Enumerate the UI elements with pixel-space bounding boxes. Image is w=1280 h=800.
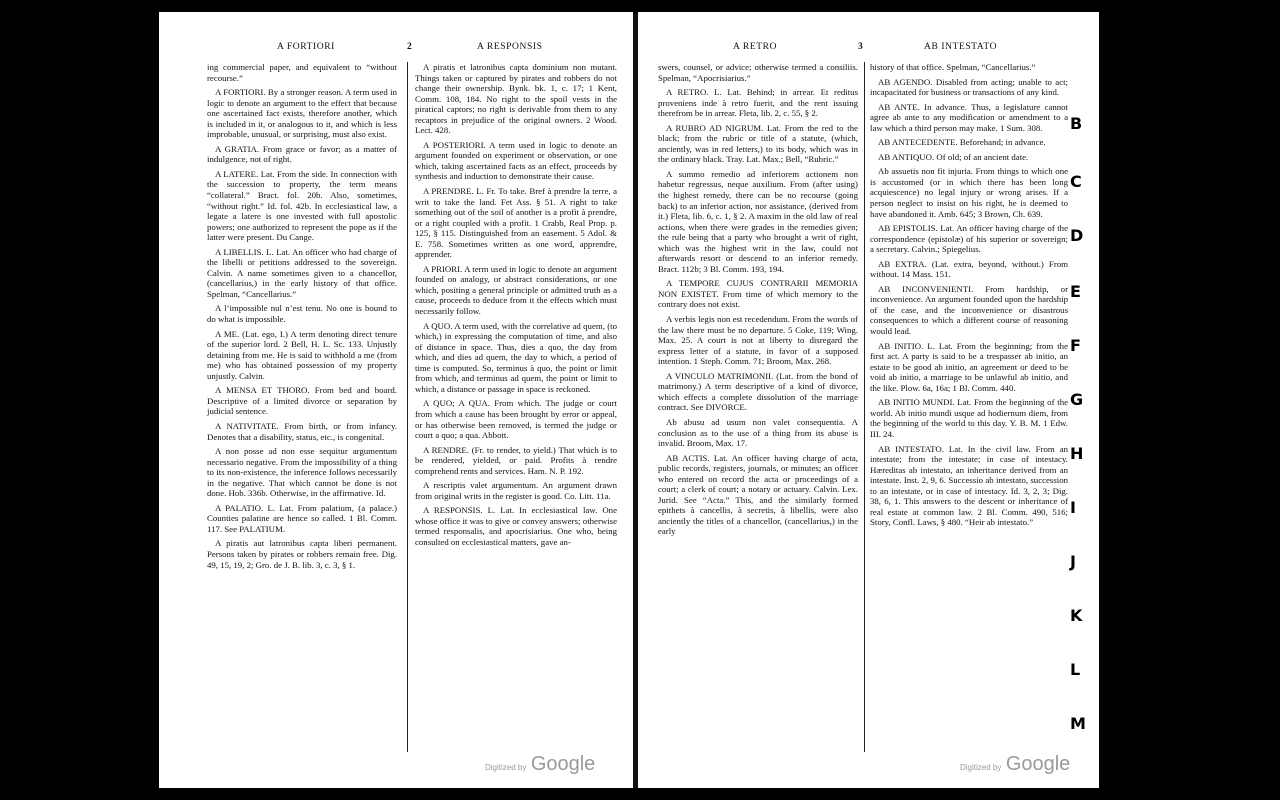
entry: A FORTIORI. By a stronger reason. A term used in logic to denote an argument to the effect that because one ascertained fact exists, therefore another, which is included in it, or analogous to it, and which is less improbable, unusual, or surprising, must also exist.	[207, 87, 397, 140]
thumb-index-letter: M	[1070, 714, 1086, 733]
text-column-1	[658, 62, 858, 541]
entry: swers, counsel, or advice; otherwise termed a consiliis. Spelman, “Apocrisiarius.”	[658, 62, 858, 83]
entry: A POSTERIORI. A term used in logic to denote an argument founded on experiment or observation, or one which, taking ascertained facts as an effect, proceeds by synthesis and induction to demonstrate their cause.	[415, 139, 617, 182]
left-book-page	[159, 12, 633, 788]
entry: A verbis legis non est recedendum. From the words of the law there must be no departure. 5 Coke, 119; Wing. Max. 25. A court is not at liberty to disregard the express letter of a statute, in favor of a supposed intention. 1 Steph. Comm. 71; Broom, Max. 268.	[658, 314, 858, 367]
right-book-page	[638, 12, 1099, 788]
column-rule	[407, 62, 408, 752]
entry: AB INTESTATO. Lat. In the civil law. From an intestate; from the intestate; in case of intestacy. Hæreditas ab intestato, an inheritance derived from an intestate. Inst. 2, 9, 6. Successio ab intestato, succession to an intestate, or in case of intestacy. Id. 3, 2, 3; Dig. 38, 6, 1. This answers to the descent or inheritance of real estate at common law. 2 Bl. Comm. 490, 516; Story, Confl. Laws, § 480. “Heir ab intestato.”	[870, 443, 1068, 528]
entry: A piratis aut latronibus capta liberi permanent. Persons taken by pirates or robbers remain free. Dig. 49, 15, 19, 2; Gro. de J. B. lib. 3, c. 3, § 1.	[207, 538, 397, 570]
entry: A summo remedio ad inferiorem actionem non habetur regressus, neque auxilium. From (after using) the highest remedy, there can be no recourse (going back) to an inferior action, nor assistance, (derived from it.) Fleta, lib. 6, c. 1, § 2. A maxim in the old law of real actions, when there were grades in the remedies given; the rule being that a party who brought a writ of right, which was the highest writ in the law, could not afterwards resort or descend to an inferior remedy. Bract. 112b; 3 Bl. Comm. 193, 194.	[658, 168, 858, 274]
thumb-index-letter: K	[1070, 606, 1083, 625]
running-head-left: A FORTIORI	[277, 42, 335, 52]
entry: A RESPONSIS. L. Lat. In ecclesiastical law. One whose office it was to give or convey answers; otherwise termed responsalis, and apocrisiarius. One who, being consulted on ecclesiastical matters, gave an-	[415, 505, 617, 547]
entry: A PALATIO. L. Lat. From palatium, (a palace.) Counties palatine are hence so called. 1 Bl. Comm. 117. See PALATIUM.	[207, 502, 397, 534]
entry: A GRATIA. From grace or favor; as a matter of indulgence, not of right.	[207, 143, 397, 165]
entry: A RENDRE. (Fr. to render, to yield.) That which is to be rendered, yielded, or paid. Profits à rendre comprehend rents and services. Ham. N. P. 192.	[415, 444, 617, 476]
entry: AB ACTIS. Lat. An officer having charge of acta, public records, registers, journals, or minutes; an officer who entered on record the acta or proceedings of a court; a clerk of court; a notary or actuary. Calvin. Lex. Jurid. See “Acta.” This, and the similarly formed epithets à cancellis, à secretis, à libellis, were also anciently the titles of a chancellor, (cancellarius,) in the early	[658, 452, 858, 537]
entry: A NATIVITATE. From birth, or from infancy. Denotes that a disability, status, etc., is congenital.	[207, 420, 397, 442]
entry: AB AGENDO. Disabled from acting; unable to act; incapacitated for business or transactions of any kind.	[870, 76, 1068, 98]
thumb-index-letter: L	[1070, 660, 1081, 679]
entry: A RUBRO AD NIGRUM. Lat. From the red to the black; from the rubric or title of a statute, (which, anciently, was in red letters,) to its body, which was in the ordinary black. Tray. Lat. Max.; Bell, “Rubric.”	[658, 122, 858, 165]
running-head-right: A RESPONSIS	[477, 42, 543, 52]
entry: AB ANTECEDENTE. Beforehand; in advance.	[878, 137, 1046, 148]
entry: A MENSA ET THORO. From bed and board. Descriptive of a limited divorce or separation by judicial sentence.	[207, 385, 397, 417]
entry: A PRENDRE. L. Fr. To take. Bref à prendre la terre, a writ to take the land. Fet Ass. § 51. A right to take something out of the soil of another is a profit à prendre, or a right coupled with a profit. 1 Crabb, Real Prop. p. 125, § 115. Distinguished from an easement. 5 Adol. & E. 758. Sometimes written as one word, apprendre, apprender.	[415, 186, 617, 260]
page-number: 2	[407, 42, 413, 52]
entry: AB EPISTOLIS. Lat. An officer having charge of the correspondence (epistolæ) of his superior or sovereign; a secretary. Calvin.; Spiegelius.	[870, 223, 1068, 255]
google-watermark	[485, 753, 595, 776]
entry: ing commercial paper, and equivalent to “without recourse.”	[207, 62, 397, 83]
thumb-index-letter: F	[1070, 336, 1081, 355]
watermark-small: Digitized by	[960, 763, 1002, 772]
entry: AB INITIO MUNDI. Lat. From the beginning of the world. Ab initio mundi usque ad hodiernum diem, from the beginning of the world to this day. Y. B. M. 1 Edw. III. 24.	[870, 397, 1068, 439]
entry: A VINCULO MATRIMONII. (Lat. from the bond of matrimony.) A term descriptive of a kind of divorce, which effects a complete dissolution of the marriage contract. See DIVORCE.	[658, 370, 858, 413]
watermark-logo: Google	[1005, 753, 1071, 775]
watermark-small: Digitized by	[485, 763, 527, 772]
watermark-logo: Google	[530, 753, 596, 775]
entry: A non posse ad non esse sequitur argumentum necessario negative. From the impossibility of a thing to its non-existence, the inference follows necessarily in the negative. That which cannot be done is not done. Hob. 336b. Otherwise, in the affirmative. Id.	[207, 446, 397, 499]
entry: A RETRO. L. Lat. Behind; in arrear. Et reditus proveniens inde à retro fuerit, and the rent issuing therefrom be in arrear. Fleta, lib. 2, c. 55, § 2.	[658, 87, 858, 119]
thumb-index-letter: I	[1070, 498, 1076, 517]
column-rule	[864, 62, 865, 752]
text-column-1	[207, 62, 397, 574]
entry: history of that office. Spelman, “Cancellarius.”	[870, 62, 1036, 72]
entry: AB ANTIQUO. Of old; of an ancient date.	[878, 151, 1029, 162]
entry: AB INCONVENIENTI. From hardship, or inconvenience. An argument founded upon the hardship of the case, and the inconvenience or disastrous consequences to which a different course of reasoning would lead.	[870, 283, 1068, 337]
entry: A LATERE. Lat. From the side. In connection with the succession to property, the term means “collateral.” Bract. fol. 20b. Also, sometimes, “without right.” Id. fol. 42b. In ecclesiastical law, a legate a latere is one invested with full apostolic powers; one authorized to represent the pope as if the latter were present. Du Cange.	[207, 168, 397, 243]
entry: A TEMPORE CUJUS CONTRARII MEMORIA NON EXISTET. From time of which memory to the contrary does not exist.	[658, 278, 858, 310]
entry: AB ANTE. In advance. Thus, a legislature cannot agree ab ante to any modification or amendment to a law which a third person may make. 1 Sum. 308.	[870, 101, 1068, 133]
page-number: 3	[858, 42, 864, 52]
thumb-index-letter: J	[1070, 552, 1076, 571]
google-watermark	[960, 753, 1070, 776]
thumb-index-letter: G	[1070, 390, 1084, 409]
thumb-index-letter: B	[1070, 114, 1083, 133]
entry: A PRIORI. A term used in logic to denote an argument founded on analogy, or abstract considerations, or one which, positing a general principle or admitted truth as a cause, proceeds to deduce from it the effects which must necessarily follow.	[415, 263, 617, 317]
thumb-index-letter: E	[1070, 282, 1081, 301]
thumb-index-letter: D	[1070, 226, 1084, 245]
text-column-2	[415, 62, 617, 552]
entry: A piratis et latronibus capta dominium non mutant. Things taken or captured by pirates and robbers do not change their ownership. Bynk. bk. 1, c. 17; 1 Kent, Comm. 108, 184. No right to the spoil vests in the piratical captors; no right is derivable from them to any recaptors in prejudice of the original owners. 2 Wood. Lect. 428.	[415, 62, 617, 136]
entry: A LIBELLIS. L. Lat. An officer who had charge of the libelli or petitions addressed to the sovereign. Calvin. A name sometimes given to a chancellor, (cancellarius,) in the early history of that office. Spelman, “Cancellarius.”	[207, 246, 397, 299]
entry: AB INITIO. L. Lat. From the beginning; from the first act. A party is said to be a trespasser ab initio, an estate to be good ab initio, an agreement or deed to be void ab initio, a marriage to be unlawful ab initio, and the like. Plow. 6a, 16a; 1 Bl. Comm. 440.	[870, 340, 1068, 393]
entry: Ab assuetis non fit injuria. From things to which one is accustomed (or in which there has been long acquiescence) no legal injury or wrong arises. If a person neglect to insist on his right, he is deemed to have abandoned it. Amb. 645; 3 Brown, Ch. 639.	[870, 166, 1068, 219]
entry: A QUO; A QUA. From which. The judge or court from which a cause has been brought by error or appeal, or has otherwise been removed, is termed the judge or court a quo; a qua. Abbott.	[415, 398, 617, 441]
entry: A rescriptis valet argumentum. An argument drawn from original writs in the register is good. Co. Litt. 11a.	[415, 480, 617, 501]
entry: AB EXTRA. (Lat. extra, beyond, without.) From without. 14 Mass. 151.	[870, 258, 1068, 280]
text-column-2	[870, 62, 1068, 532]
running-head-left: A RETRO	[733, 42, 778, 52]
running-head-right: AB INTESTATO	[924, 42, 998, 52]
entry: Ab abusu ad usum non valet consequentia. A conclusion as to the use of a thing from its abuse is invalid. Broom, Max. 17.	[658, 416, 858, 449]
thumb-index-letter: C	[1070, 172, 1082, 191]
entry: A ME. (Lat. ego, I.) A term denoting direct tenure of the superior lord. 2 Bell, H. L. Sc. 133. Unjustly detaining from me. He is said to withhold a me (from me) who has obtained possession of my property unjustly. Calvin.	[207, 328, 397, 381]
thumb-index-letter: H	[1070, 444, 1084, 463]
entry: A QUO. A term used, with the correlative ad quem, (to which,) in expressing the computation of time, and also of distance in space. Thus, dies a quo, the day from which, and dies ad quem, the day to which, a period of time is computed. So, terminus à quo, the point or limit from which, and terminus ad quem, the point or limit to which, a distance or passage in space is reckoned.	[415, 320, 617, 394]
entry: A l’impossible nul n’est tenu. No one is bound to do what is impossible.	[207, 303, 397, 325]
